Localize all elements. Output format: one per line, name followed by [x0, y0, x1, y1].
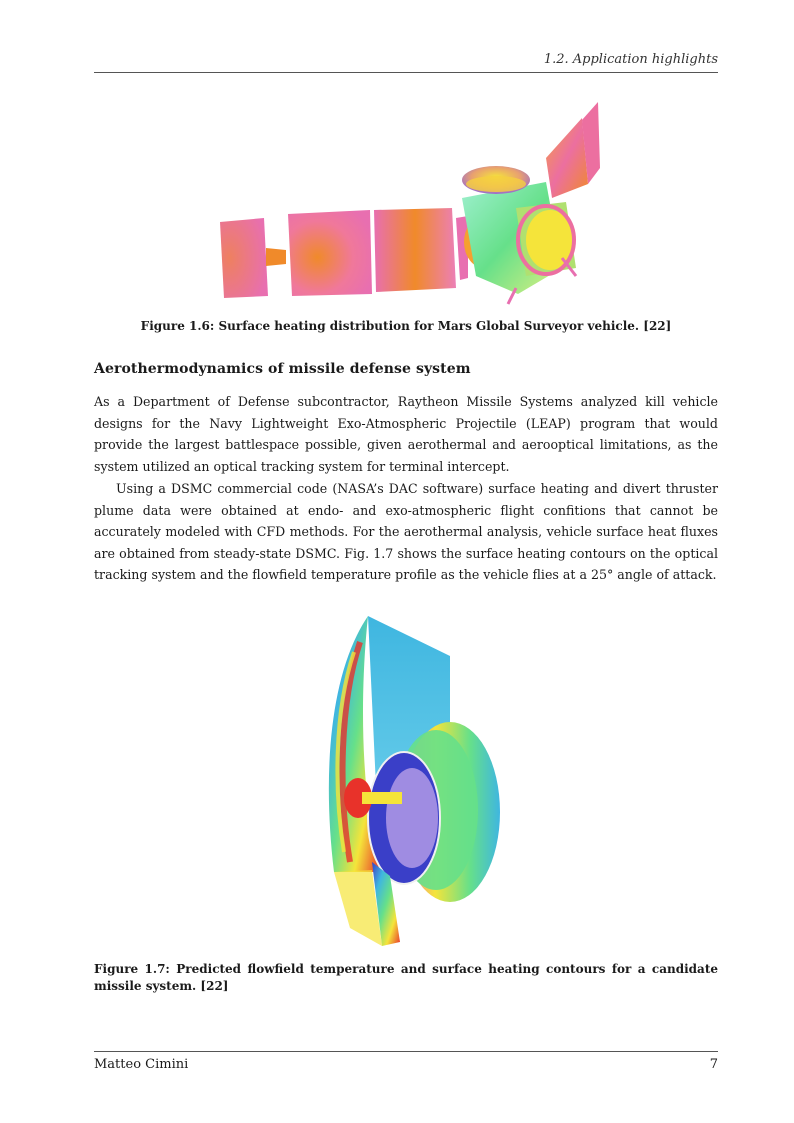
dish-rim: [466, 176, 526, 192]
nose-shaft: [362, 792, 402, 804]
footer-author: Matteo Cimini: [94, 1057, 189, 1072]
figure-1-6-caption: Figure 1.6: Surface heating distribution for Mars Global Surveyor vehicle. [22]: [140, 319, 672, 333]
mars-global-surveyor-figure: [216, 98, 606, 308]
solar-panel-middle: [288, 210, 372, 296]
inner-disk-face: [386, 768, 438, 868]
running-header: 1.2. Application highlights: [543, 52, 718, 67]
paragraph: As a Department of Defense subcontractor, Raytheon Missile Systems analyzed kill vehicle designs for the Navy Lightweight Exo-Atmospheric Projectile (LEAP) program that would provide the largest battlespace possible, given aerothermal and aerooptical limitations, as the system utilized an optical tracking system for terminal intercept.: [94, 394, 718, 474]
figure-1-7-caption: Figure 1.7: Predicted flowfield temperature and surface heating contours for a candidate missile system. [22]: [94, 962, 718, 993]
right-wing-upper: [546, 118, 588, 198]
solar-panel-inner: [374, 208, 456, 292]
panel-joint: [266, 248, 286, 266]
section-title: Aerothermodynamics of missile defense system: [94, 361, 471, 377]
header-rule: [94, 72, 718, 73]
paragraph: Using a DSMC commercial code (NASA’s DAC software) surface heating and divert thruster plume data were obtained at endo- and exo-atmospheric flight confitions that cannot be accurately modeled with CFD methods. For the aerothermal analysis, vehicle surface heat fluxes are obtained from steady-state DSMC. Fig. 1.7 shows the surface heating contours on the optical tracking system and the flowfield temperature profile as the vehicle flies at a 25° angle of attack.: [94, 481, 718, 583]
missile-flowfield-figure: [320, 612, 510, 948]
footer-rule: [94, 1051, 718, 1052]
page-number: 7: [709, 1057, 718, 1072]
solar-panel-outer: [220, 218, 268, 298]
